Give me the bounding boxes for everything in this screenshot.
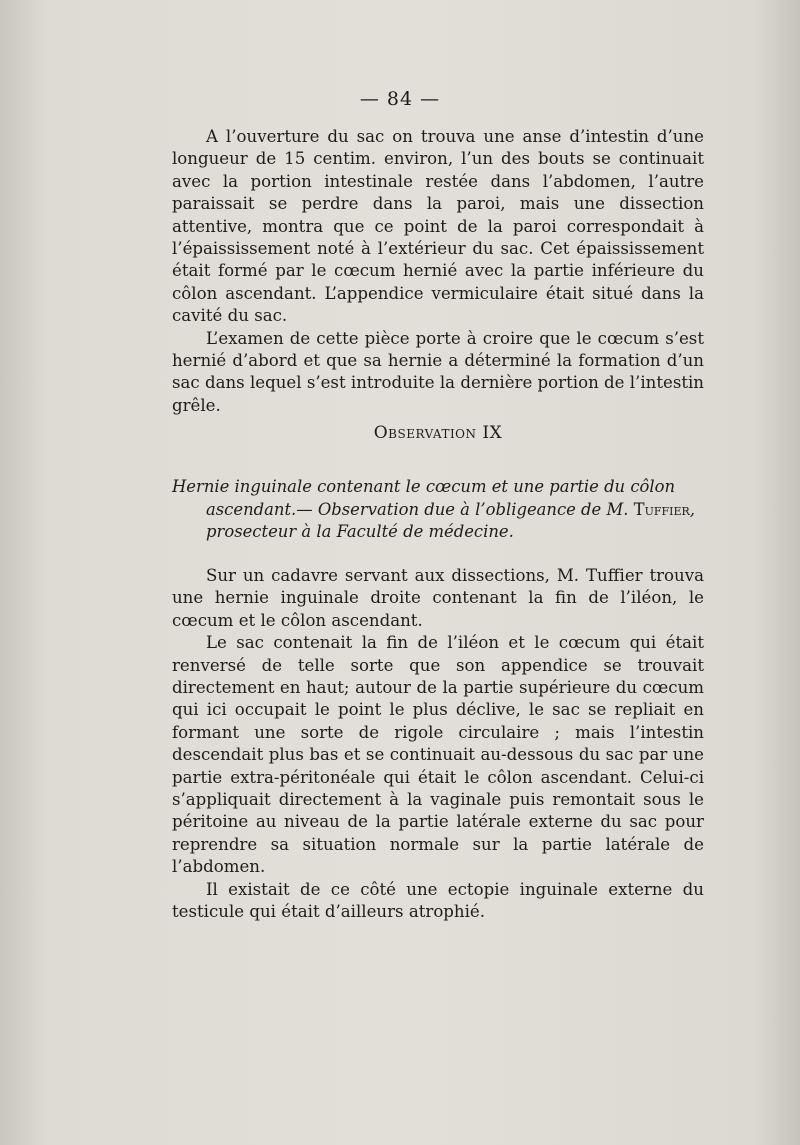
subtitle-text: Hernie inguinale contenant le cœcum et une partie du côlon ascendant.— Observation due à l’obligeance de M. [172,477,676,519]
observation-text [172,565,704,924]
paragraph: Le sac contenait la fin de l’iléon et le cœcum qui était renversé de telle sorte que son appendice se trouvait directement en haut; autour de la partie supérieure du cœcum qui ici occupait le point le plus déclive, le sac se repliait en formant une sorte de rigole circulaire ; mais l’intestin descendait plus bas et se continuait au-dessous du sac par une partie extra-péritonéale qui était le côlon ascendant. Celui-ci s’appliquait directement à la vaginale puis remontait sous le péritoine au niveau de la partie latérale externe du sac pour reprendre sa situation normale sur la partie latérale de l’abdomen. [172,633,704,877]
subtitle-name: Tuffier [633,499,690,519]
observation-subtitle [172,476,704,544]
paragraph: Il existait de ce côté une ectopie inguinale externe du testicule qui était d’ailleurs atrophié. [172,879,704,922]
page-number: — 84 — [359,88,441,110]
observation-heading: Observation IX [373,423,503,443]
intro-text [172,126,704,417]
subtitle-role: , prosecteur à la Faculté de médecine. [206,499,696,542]
paragraph: L’examen de cette pièce porte à croire que le cœcum s’est hernié d’abord et que sa hernie a déterminé la formation d’un sac dans lequel s’est introduite la dernière portion de l’intestin grêle. [172,328,704,415]
paragraph: A l’ouverture du sac on trouva une anse d’intestin d’une longueur de 15 centim. environ, l’un des bouts se continuait avec la portion intestinale restée dans l’abdomen, l’autre paraissait se perdre dans la paroi, mais une dissection attentive, montra que ce point de la paroi correspondait à l’épaississement noté à l’extérieur du sac. Cet épaississement était formé par le cœcum hernié avec la partie inférieure du côlon ascendant. L’appendice vermiculaire était situé dans la cavité du sac. [172,127,704,326]
paragraph: Sur un cadavre servant aux dissections, M. Tuffier trouva une hernie inguinale droite contenant la fin de l’iléon, le cœcum et le côlon ascendant. [172,566,704,630]
